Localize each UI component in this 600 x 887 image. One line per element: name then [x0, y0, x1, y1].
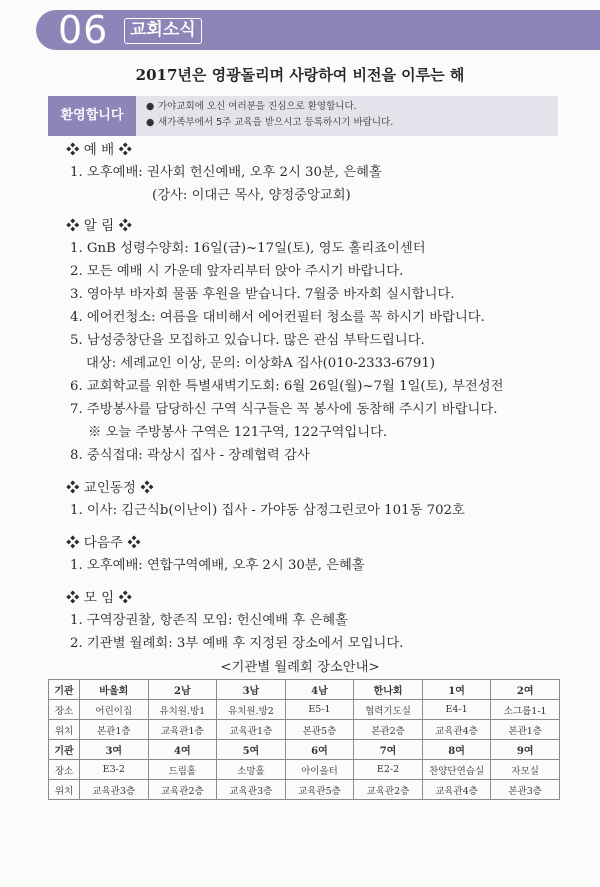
- section-header: [0, 0, 600, 58]
- table-cell: 9여: [491, 740, 560, 760]
- table-cell: 장소: [49, 700, 80, 720]
- table-cell: 3남: [217, 680, 286, 700]
- section-number: 06: [58, 8, 109, 52]
- table-cell: 교육관3층: [217, 780, 286, 800]
- notice-line: 4. 에어컨청소: 여름을 대비해서 에어컨필터 청소를 꼭 하시기 바랍니다.: [70, 310, 485, 325]
- table-cell: 7여: [354, 740, 423, 760]
- table-row: [49, 700, 560, 720]
- table-cell: 6여: [285, 740, 354, 760]
- bullet-icon: ●: [146, 117, 155, 128]
- worship-heading: ❖ 예 배 ❖: [66, 142, 132, 158]
- table-cell: E5-1: [285, 700, 354, 720]
- table-caption: <기관별 월례회 장소안내>: [220, 660, 380, 675]
- notice-line: 7. 주방봉사를 담당하신 구역 식구들은 꼭 봉사에 동참해 주시기 바랍니다.: [70, 402, 498, 417]
- welcome-item: ● 새가족부에서 5주 교육을 받으시고 등록하시기 바랍니다.: [146, 115, 558, 131]
- members-heading: ❖ 교인동정 ❖: [66, 480, 154, 496]
- motto: 2017년은 영광돌리며 사랑하여 비전을 이루는 해: [135, 66, 465, 84]
- table-cell: 2여: [491, 680, 560, 700]
- table-cell: 위치: [49, 780, 80, 800]
- table-cell: 본관2층: [354, 720, 423, 740]
- welcome-list: [136, 96, 558, 136]
- table-cell: 교육관5층: [285, 780, 354, 800]
- bullet-icon: ●: [146, 101, 155, 112]
- table-cell: E2-2: [354, 760, 423, 780]
- table-cell: 유치원.방2: [217, 700, 286, 720]
- table-cell: 장소: [49, 760, 80, 780]
- notice-line: ※ 오늘 주방봉사 구역은 121구역, 122구역입니다.: [88, 425, 388, 440]
- meetings-heading: ❖ 모 임 ❖: [66, 590, 132, 606]
- table-cell: 본관1층: [491, 720, 560, 740]
- members-line: 1. 이사: 김근식b(이난이) 집사 - 가야동 삼정그린코아 101동 702호: [70, 503, 465, 518]
- table-row: [49, 780, 560, 800]
- table-cell: 교육관2층: [148, 780, 217, 800]
- next-week-line: 1. 오후예배: 연합구역예배, 오후 2시 30분, 은혜홀: [70, 558, 365, 573]
- table-cell: 드림홀: [148, 760, 217, 780]
- table-cell: 교육관1층: [148, 720, 217, 740]
- table-cell: 소망홀: [217, 760, 286, 780]
- meeting-location-table: [48, 679, 560, 800]
- table-cell: 위치: [49, 720, 80, 740]
- table-cell: 교육관1층: [217, 720, 286, 740]
- notice-line: 3. 영아부 바자회 물품 후원을 받습니다. 7월중 바자회 실시합니다.: [70, 287, 455, 302]
- worship-line: (강사: 이대근 목사, 양정중앙교회): [152, 188, 351, 203]
- table-cell: 3여: [80, 740, 149, 760]
- table-cell: 기관: [49, 680, 80, 700]
- table-row: [49, 680, 560, 700]
- table-cell: 8여: [422, 740, 491, 760]
- table-row: [49, 740, 560, 760]
- notice-line: 8. 중식접대: 곽상시 집사 - 장례협력 감사: [70, 448, 310, 463]
- table-cell: 교육관3층: [80, 780, 149, 800]
- notices-heading: ❖ 알 림 ❖: [66, 218, 132, 234]
- table-cell: 어린이집: [80, 700, 149, 720]
- meetings-line: 2. 기관별 월례회: 3부 예배 후 지정된 장소에서 모입니다.: [70, 636, 404, 651]
- meetings-line: 1. 구역장권찰, 항존직 모임: 헌신예배 후 은혜홀: [70, 613, 348, 628]
- section-title: 교회소식: [124, 18, 202, 44]
- table-cell: 4남: [285, 680, 354, 700]
- table-cell: 본관5층: [285, 720, 354, 740]
- table-cell: 본관3층: [491, 780, 560, 800]
- table-cell: 1여: [422, 680, 491, 700]
- table-cell: 바울회: [80, 680, 149, 700]
- table-cell: 아이올터: [285, 760, 354, 780]
- welcome-box: [48, 96, 558, 136]
- notice-line: 2. 모든 예배 시 가운데 앞자리부터 앉아 주시기 바랍니다.: [70, 264, 404, 279]
- table-cell: 교육관2층: [354, 780, 423, 800]
- table-cell: 교육관4층: [422, 780, 491, 800]
- table-cell: 유치원.방1: [148, 700, 217, 720]
- table-row: [49, 760, 560, 780]
- worship-line: 1. 오후예배: 권사회 헌신예배, 오후 2시 30분, 은혜홀: [70, 165, 382, 180]
- table-cell: 4여: [148, 740, 217, 760]
- table-cell: 2남: [148, 680, 217, 700]
- notice-line: 6. 교회학교를 위한 특별새벽기도회: 6월 26일(월)~7월 1일(토), 부전성전: [70, 379, 504, 394]
- table-cell: 5여: [217, 740, 286, 760]
- table-cell: 협력기도실: [354, 700, 423, 720]
- welcome-item: ● 가야교회에 오신 여러분을 진심으로 환영합니다.: [146, 99, 558, 115]
- table-cell: 기관: [49, 740, 80, 760]
- header-bar: [36, 10, 600, 50]
- notice-line: 1. GnB 성령수양회: 16일(금)~17일(토), 영도 홀리죠이센터: [70, 241, 426, 256]
- table-cell: 소그룹1-1: [491, 700, 560, 720]
- table-row: [49, 720, 560, 740]
- table-cell: 한나회: [354, 680, 423, 700]
- table-cell: 자모실: [491, 760, 560, 780]
- notice-line: 5. 남성중창단을 모집하고 있습니다. 많은 관심 부탁드립니다.: [70, 333, 425, 348]
- next-week-heading: ❖ 다음주 ❖: [66, 535, 141, 551]
- table-cell: 찬양단연습실: [422, 760, 491, 780]
- table-cell: E4-1: [422, 700, 491, 720]
- table-cell: E3-2: [80, 760, 149, 780]
- table-cell: 교육관4층: [422, 720, 491, 740]
- table-cell: 본관1층: [80, 720, 149, 740]
- notice-line: 대상: 세례교인 이상, 문의: 이상화A 집사(010-2333-6791): [86, 356, 436, 371]
- welcome-badge: 환영합니다: [48, 96, 136, 136]
